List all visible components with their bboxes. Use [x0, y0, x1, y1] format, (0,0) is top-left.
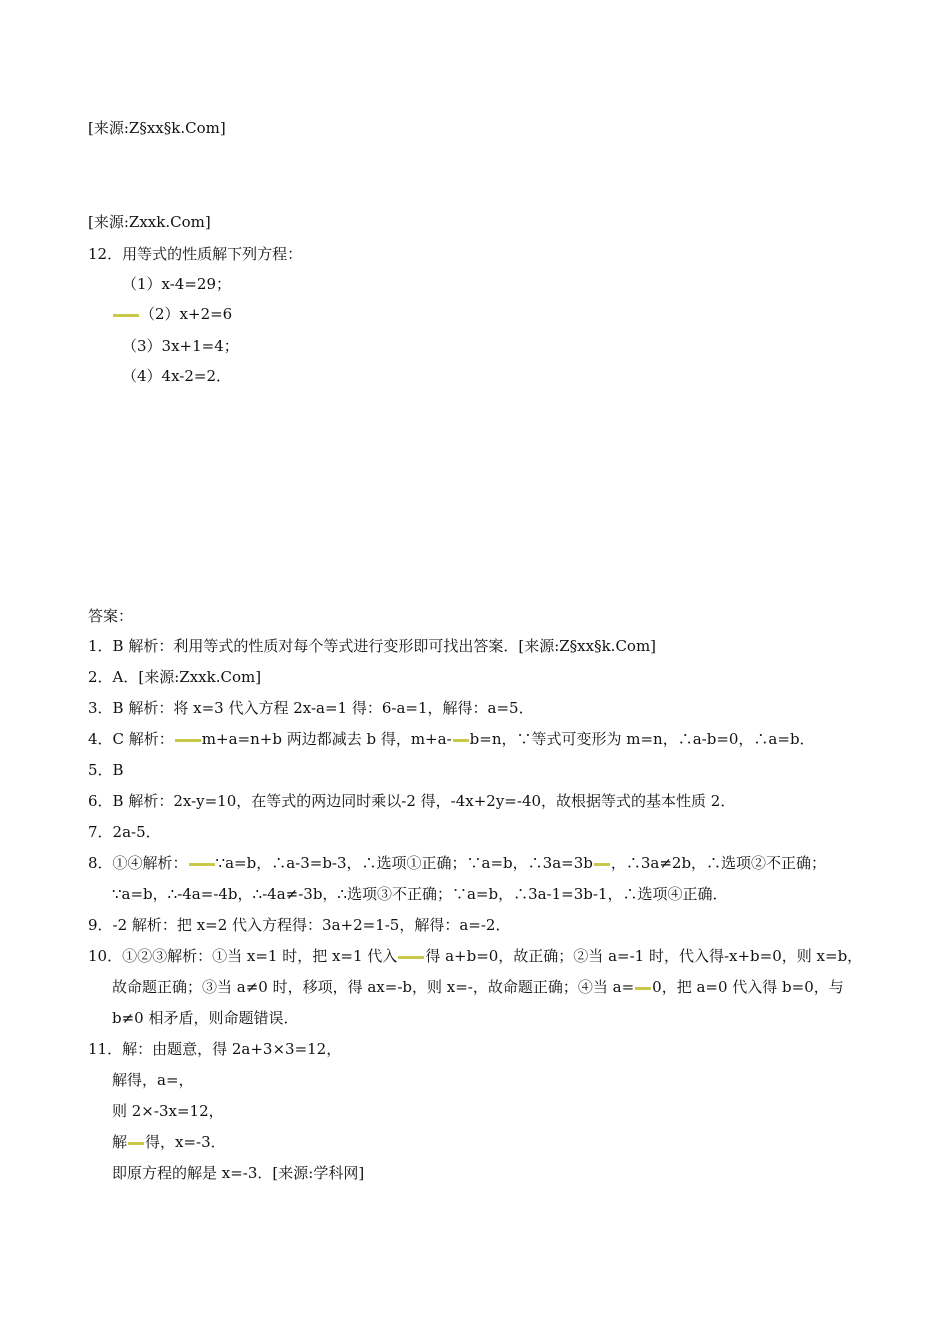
- question-12-item-4: （4）4x-2=2．: [122, 367, 232, 385]
- answer-1: 1．B 解析：利用等式的性质对每个等式进行变形即可找出答案．[来源:Z§xx§k.Com]: [88, 637, 657, 655]
- answer-8: [88, 853, 826, 873]
- blank-mark: [113, 311, 139, 317]
- answer-4: [88, 729, 815, 749]
- answer-8-mid: ∵a=b，∴a-3=b-3，∴选项①正确；∵a=b，∴3a=3b: [215, 854, 593, 872]
- blank-mark: [453, 736, 469, 742]
- blank-mark: [128, 1139, 144, 1145]
- answer-8-post: ，∴3a≠2b，∴选项②不正确；: [610, 854, 827, 872]
- answer-4-pre: 4．C 解析：: [88, 730, 174, 748]
- answer-8-pre: 8．①④解析：: [88, 854, 188, 872]
- answer-11-line-1: 11．解：由题意，得 2a+3×3=12，: [88, 1040, 342, 1058]
- blank-mark: [594, 860, 610, 866]
- answer-11-line-5: 即原方程的解是 x=-3．[来源:学科网]: [112, 1164, 365, 1182]
- blank-mark: [175, 736, 201, 742]
- answer-11-line-2: 解得，a=，: [112, 1071, 194, 1089]
- answer-3: 3．B 解析：将 x=3 代入方程 2x-a=1 得：6-a=1，解得：a=5．: [88, 699, 534, 717]
- question-12-item-2-text: （2）x+2=6: [140, 305, 233, 323]
- answer-10-line-3: b≠0 相矛盾，则命题错误．: [112, 1009, 299, 1027]
- answer-10-line-2: [112, 977, 844, 997]
- answer-10-post: 得 a+b=0，故正确；②当 a=-1 时，代入得-x+b=0，则 x=b，: [425, 947, 863, 965]
- question-12-title: 12．用等式的性质解下列方程：: [88, 245, 303, 263]
- source-note-2: [来源:Zxxk.Com]: [88, 213, 211, 231]
- answer-6: 6．B 解析：2x-y=10，在等式的两边同时乘以-2 得，-4x+2y=-40，故根据等式的基本性质 2．: [88, 792, 736, 810]
- answer-11-line-3: 则 2×-3x=12，: [112, 1102, 224, 1120]
- answer-7: 7．2a-5．: [88, 823, 161, 841]
- answer-2: 2．A．[来源:Zxxk.Com]: [88, 668, 262, 686]
- answer-11-line-4-post: 得，x=-3．: [145, 1133, 226, 1151]
- answer-11-line-4-pre: 解: [112, 1133, 128, 1151]
- blank-mark: [635, 984, 651, 990]
- question-12-item-3: （3）3x+1=4；: [122, 337, 239, 355]
- blank-mark: [398, 953, 424, 959]
- answer-9: 9．-2 解析：把 x=2 代入方程得：3a+2=1-5，解得：a=-2．: [88, 916, 511, 934]
- answer-8-line-2: ∵a=b，∴-4a=-4b，∴-4a≠-3b，∴选项③不正确；∵a=b，∴3a-1=3b-1，∴选项④正确．: [112, 885, 728, 903]
- answer-10-line-2-post: 0，把 a=0 代入得 b=0，与: [652, 978, 844, 996]
- question-12-item-1: （1）x-4=29；: [122, 275, 232, 293]
- answer-11-line-4: [112, 1132, 226, 1152]
- source-note-1: [来源:Z§xx§k.Com]: [88, 119, 226, 137]
- answer-10: [88, 946, 862, 966]
- blank-mark: [189, 860, 215, 866]
- answer-4-mid: m+a=n+b 两边都减去 b 得，m+a-: [201, 730, 452, 748]
- answer-10-pre: 10．①②③解析：①当 x=1 时，把 x=1 代入: [88, 947, 398, 965]
- answer-4-post: b=n，∵等式可变形为 m=n，∴a-b=0，∴a=b．: [469, 730, 815, 748]
- answer-10-line-2-pre: 故命题正确；③当 a≠0 时，移项，得 ax=-b，则 x=-，故命题正确；④当 a=: [112, 978, 635, 996]
- question-12-item-2: [112, 304, 232, 324]
- answers-heading: 答案：: [88, 607, 134, 625]
- answer-5: 5．B: [88, 761, 124, 779]
